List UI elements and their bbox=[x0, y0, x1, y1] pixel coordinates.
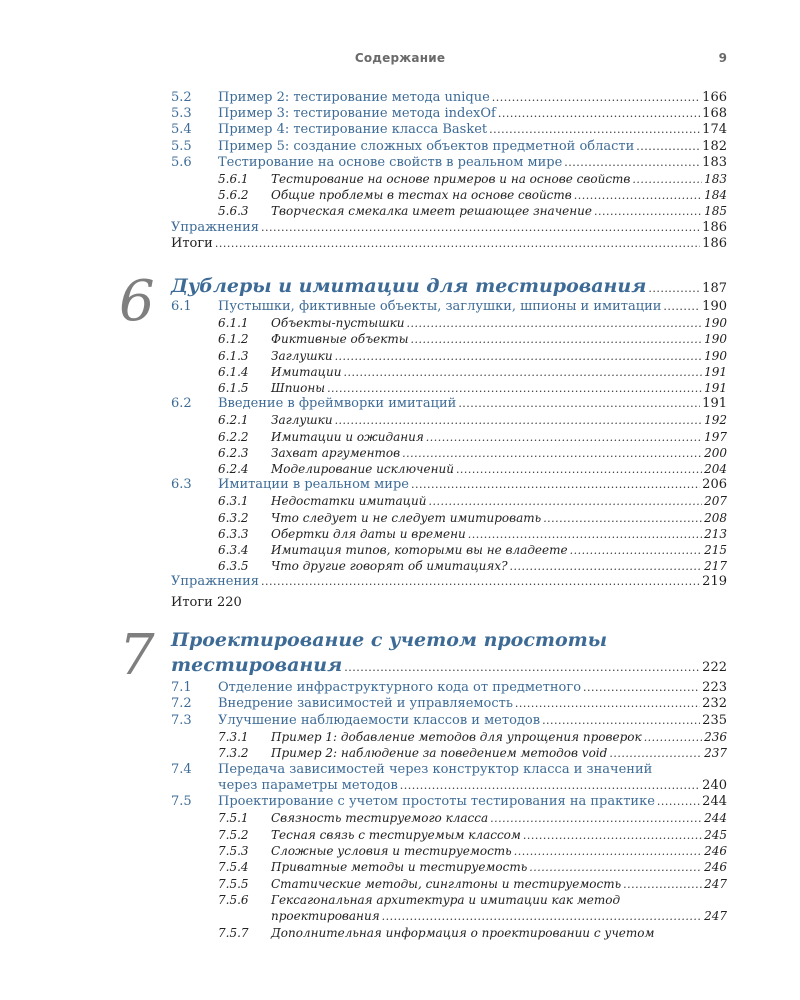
entry-title: Передача зависимостей через конструктор класса и значений bbox=[218, 762, 653, 777]
page-ref: 190 bbox=[704, 316, 727, 331]
page-ref: 190 bbox=[702, 299, 727, 314]
page-ref: 191 bbox=[702, 396, 727, 412]
dot-leader bbox=[402, 446, 702, 462]
toc-subentry[interactable] bbox=[218, 187, 727, 203]
entry-number: 5.2 bbox=[171, 90, 192, 105]
entry-title: Пример 4: тестирование класса Basket bbox=[218, 122, 488, 138]
entry-title: Итоги 220 bbox=[171, 595, 242, 610]
toc-subentry[interactable] bbox=[218, 859, 727, 875]
toc-entry[interactable] bbox=[171, 713, 727, 729]
entry-title: Имитации в реальном мире bbox=[218, 477, 409, 493]
entry-number: 6.1.3 bbox=[218, 348, 249, 363]
chapter-title: Дублеры и имитации для тестирования bbox=[171, 275, 647, 297]
page-ref: 168 bbox=[702, 106, 727, 122]
toc-subentry[interactable] bbox=[218, 827, 727, 843]
dot-leader bbox=[406, 316, 702, 332]
entry-number: 5.6.3 bbox=[218, 204, 249, 219]
page-ref: 204 bbox=[704, 462, 727, 476]
dot-leader bbox=[489, 122, 700, 138]
toc-subentry[interactable] bbox=[218, 510, 727, 526]
dot-leader bbox=[636, 139, 700, 155]
page-ref: 237 bbox=[704, 746, 727, 761]
toc-entry[interactable] bbox=[171, 220, 727, 236]
dot-leader bbox=[594, 204, 702, 220]
chapter-7-heading[interactable] bbox=[171, 654, 727, 676]
entry-title: Моделирование исключений bbox=[271, 462, 454, 476]
toc-entry[interactable] bbox=[171, 90, 727, 106]
entry-number: 6.3.5 bbox=[218, 559, 249, 574]
dot-leader bbox=[429, 494, 703, 510]
entry-number: 7.5.2 bbox=[218, 827, 249, 842]
entry-number: 6.2.1 bbox=[218, 413, 249, 428]
page-ref: 244 bbox=[702, 794, 727, 809]
entry-number: 7.5.1 bbox=[218, 811, 249, 826]
entry-number: 6.1.2 bbox=[218, 332, 249, 347]
entry-number: 7.5.5 bbox=[218, 876, 249, 891]
page-ref: 183 bbox=[702, 154, 727, 170]
toc-entry-7-4-cont[interactable] bbox=[218, 778, 727, 794]
entry-number: 5.3 bbox=[171, 106, 192, 122]
toc-entry-7-5-7[interactable] bbox=[218, 925, 727, 941]
entry-number: 7.3.2 bbox=[218, 746, 249, 761]
toc-entry[interactable] bbox=[171, 696, 727, 712]
toc-entry[interactable] bbox=[171, 299, 727, 315]
entry-number: 7.5.4 bbox=[218, 860, 249, 875]
entry-title: Пустышки, фиктивные объекты, заглушки, шпионы и имитации bbox=[218, 299, 662, 314]
entry-title: Обертки для даты и времени bbox=[271, 526, 466, 541]
entry-title: Введение в фреймворки имитаций bbox=[218, 396, 457, 412]
toc-entry-7-5-6[interactable] bbox=[218, 892, 727, 908]
page-ref: 240 bbox=[702, 778, 727, 793]
toc-subentry[interactable] bbox=[218, 331, 727, 347]
dot-leader bbox=[492, 90, 700, 106]
dot-leader bbox=[648, 282, 700, 295]
dot-leader bbox=[458, 396, 700, 412]
entry-title: Упражнения bbox=[171, 574, 259, 590]
page-ref: 174 bbox=[702, 122, 727, 138]
dot-leader bbox=[564, 155, 700, 171]
toc-subentry[interactable] bbox=[218, 542, 727, 558]
toc-subentry[interactable] bbox=[218, 745, 727, 761]
toc-subentry[interactable] bbox=[218, 412, 727, 428]
toc-entry[interactable] bbox=[171, 794, 727, 810]
entry-title: Отделение инфраструктурного кода от предметного bbox=[218, 680, 582, 695]
page-ref: 183 bbox=[704, 172, 727, 186]
entry-title: Недостатки имитаций bbox=[271, 494, 427, 509]
entry-title: Заглушки bbox=[271, 413, 333, 428]
entry-title: Заглушки bbox=[271, 348, 333, 363]
page-ref: 235 bbox=[702, 712, 727, 728]
page-ref: 246 bbox=[704, 843, 727, 858]
toc-subentry[interactable] bbox=[218, 203, 727, 219]
entry-number: 6.3.2 bbox=[218, 510, 249, 525]
entry-number: 6.1.5 bbox=[218, 381, 249, 395]
entry-number: 7.2 bbox=[171, 696, 192, 712]
entry-number: 7.5.7 bbox=[218, 926, 249, 940]
page-ref: 206 bbox=[702, 477, 727, 493]
entry-title-cont: проектирования bbox=[271, 909, 380, 923]
entry-title: Проектирование с учетом простоты тестирования на практике bbox=[218, 794, 655, 809]
toc-subentry[interactable] bbox=[218, 729, 727, 745]
entry-number: 7.4 bbox=[171, 762, 192, 777]
toc-entry[interactable] bbox=[171, 122, 727, 138]
toc-subentry[interactable] bbox=[218, 445, 727, 461]
toc-subentry[interactable] bbox=[218, 526, 727, 542]
entry-title: Общие проблемы в тестах на основе свойств bbox=[271, 188, 572, 203]
entry-number: 6.2.4 bbox=[218, 462, 249, 476]
entry-number: 7.1 bbox=[171, 680, 192, 695]
entry-number: 6.1 bbox=[171, 299, 192, 314]
running-title: Содержание bbox=[354, 51, 446, 65]
entry-title: Что другие говорят об имитациях? bbox=[271, 559, 508, 574]
entry-title: Пример 2: наблюдение за поведением методов void bbox=[271, 746, 608, 761]
chapter-title-line2: тестирования bbox=[171, 654, 343, 676]
dot-leader bbox=[335, 349, 703, 365]
entry-title: Итоги bbox=[171, 235, 213, 251]
toc-subentry[interactable] bbox=[218, 380, 727, 396]
dot-leader bbox=[215, 236, 700, 252]
entry-number: 5.6 bbox=[171, 154, 192, 170]
dot-leader bbox=[261, 574, 700, 590]
entry-number: 7.5.6 bbox=[218, 893, 249, 907]
dot-leader bbox=[632, 172, 702, 188]
entry-number: 7.3.1 bbox=[218, 729, 249, 744]
entry-number: 5.6.2 bbox=[218, 188, 249, 203]
dot-leader bbox=[344, 661, 700, 674]
dot-leader bbox=[426, 430, 702, 446]
dot-leader bbox=[344, 365, 703, 381]
page-ref: 217 bbox=[704, 559, 727, 574]
toc-entry[interactable] bbox=[171, 396, 727, 412]
page-ref: 215 bbox=[704, 543, 727, 557]
page-ref: 192 bbox=[704, 413, 727, 428]
dot-leader bbox=[609, 746, 702, 762]
toc-entry[interactable] bbox=[171, 574, 727, 590]
dot-leader bbox=[663, 299, 700, 315]
toc-entry-summary[interactable] bbox=[171, 595, 727, 611]
dot-leader bbox=[570, 543, 702, 559]
chapter-7-title-line1[interactable]: Проектирование с учетом простоты bbox=[171, 629, 608, 651]
chapter-7-number: 7 bbox=[119, 623, 155, 688]
dot-leader bbox=[335, 413, 703, 429]
dot-leader bbox=[529, 860, 702, 876]
entry-title: Объекты-пустышки bbox=[271, 316, 405, 331]
dot-leader bbox=[514, 844, 702, 860]
entry-title: Шпионы bbox=[271, 381, 326, 395]
toc-entry[interactable] bbox=[171, 236, 727, 252]
dot-leader bbox=[498, 106, 700, 122]
page-number: 9 bbox=[718, 51, 727, 65]
toc-subentry[interactable] bbox=[218, 558, 727, 574]
entry-title: Творческая смекалка имеет решающее значение bbox=[271, 204, 593, 219]
entry-number: 7.5.3 bbox=[218, 843, 249, 858]
toc-subentry[interactable] bbox=[218, 315, 727, 331]
dot-leader bbox=[510, 559, 703, 575]
dot-leader bbox=[411, 332, 703, 348]
page-ref: 208 bbox=[704, 510, 727, 525]
entry-title: Улучшение наблюдаемости классов и методов bbox=[218, 712, 541, 728]
entry-title: Имитации bbox=[271, 364, 342, 379]
page-ref: 223 bbox=[702, 680, 727, 695]
dot-leader bbox=[583, 680, 700, 696]
toc-entry[interactable] bbox=[171, 139, 727, 155]
entry-title: Связность тестируемого класса bbox=[271, 811, 489, 826]
page-ref: 247 bbox=[704, 876, 727, 891]
entry-title: Пример 3: тестирование метода indexOf bbox=[218, 106, 496, 122]
dot-leader bbox=[644, 730, 702, 746]
toc-subentry[interactable] bbox=[218, 876, 727, 892]
page-ref: 219 bbox=[702, 574, 727, 590]
page-ref: 186 bbox=[702, 235, 727, 251]
toc-subentry[interactable] bbox=[218, 429, 727, 445]
entry-number: 6.2 bbox=[171, 396, 192, 412]
dot-leader bbox=[543, 511, 702, 527]
page-header bbox=[0, 49, 800, 67]
page-ref: 184 bbox=[704, 188, 727, 203]
dot-leader bbox=[411, 477, 700, 493]
entry-title: Внедрение зависимостей и управляемость bbox=[218, 696, 513, 712]
entry-title: Что следует и не следует имитировать bbox=[271, 510, 542, 525]
page-ref: 222 bbox=[702, 660, 727, 675]
entry-title: Приватные методы и тестируемость bbox=[271, 860, 528, 875]
page-ref: 182 bbox=[702, 138, 727, 154]
entry-number: 5.4 bbox=[171, 122, 192, 138]
page-ref: 245 bbox=[704, 827, 727, 842]
entry-title: Имитация типов, которыми вы не владеете bbox=[271, 543, 568, 557]
toc-entry[interactable] bbox=[171, 106, 727, 122]
entry-title: Упражнения bbox=[171, 219, 259, 235]
toc-entry-7-5-6-cont[interactable] bbox=[271, 908, 727, 924]
toc-subentry[interactable] bbox=[218, 493, 727, 509]
entry-title: Пример 2: тестирование метода unique bbox=[218, 90, 490, 105]
entry-title: Имитации и ожидания bbox=[271, 429, 424, 444]
page-ref: 236 bbox=[704, 729, 727, 744]
entry-number: 6.2.3 bbox=[218, 445, 249, 460]
page-ref: 187 bbox=[702, 281, 727, 296]
toc-entry[interactable] bbox=[171, 477, 727, 493]
toc-subentry[interactable] bbox=[218, 843, 727, 859]
toc-subentry[interactable] bbox=[218, 364, 727, 380]
toc-entry-7-4[interactable] bbox=[171, 762, 727, 778]
entry-title: Пример 1: добавление методов для упрощения проверок bbox=[271, 729, 642, 744]
entry-number: 6.3.3 bbox=[218, 526, 249, 541]
toc-entry[interactable] bbox=[171, 155, 727, 171]
page-ref: 191 bbox=[704, 364, 727, 379]
dot-leader bbox=[490, 811, 702, 827]
page-ref: 185 bbox=[704, 204, 727, 219]
entry-title: Тестирование на основе свойств в реальном мире bbox=[218, 154, 563, 170]
dot-leader bbox=[574, 188, 702, 204]
entry-number: 6.2.2 bbox=[218, 429, 249, 444]
toc-subentry[interactable] bbox=[218, 461, 727, 477]
entry-title: Тестирование на основе примеров и на основе свойств bbox=[271, 172, 631, 186]
dot-leader bbox=[382, 909, 702, 925]
entry-title: Пример 5: создание сложных объектов предметной области bbox=[218, 138, 635, 154]
entry-number: 7.5 bbox=[171, 794, 192, 809]
dot-leader bbox=[261, 220, 700, 236]
entry-number: 6.1.1 bbox=[218, 316, 249, 331]
dot-leader bbox=[523, 828, 702, 844]
entry-number: 5.5 bbox=[171, 138, 192, 154]
dot-leader bbox=[327, 381, 702, 397]
dot-leader bbox=[623, 877, 702, 893]
entry-number: 6.1.4 bbox=[218, 364, 249, 379]
page-ref: 213 bbox=[704, 526, 727, 541]
page-ref: 190 bbox=[704, 348, 727, 363]
toc-subentry[interactable] bbox=[218, 348, 727, 364]
page-ref: 246 bbox=[704, 860, 727, 875]
entry-number: 6.3.4 bbox=[218, 543, 249, 557]
entry-title: Сложные условия и тестируемость bbox=[271, 843, 512, 858]
page-ref: 166 bbox=[702, 90, 727, 105]
chapter-6-number: 6 bbox=[119, 269, 155, 334]
entry-title: Захват аргументов bbox=[271, 445, 401, 460]
page-ref: 247 bbox=[704, 909, 727, 923]
entry-number: 6.3 bbox=[171, 477, 192, 493]
entry-number: 6.3.1 bbox=[218, 494, 249, 509]
dot-leader bbox=[468, 527, 702, 543]
dot-leader bbox=[400, 778, 700, 794]
page-ref: 207 bbox=[704, 494, 727, 509]
entry-title: Тесная связь с тестируемым классом bbox=[271, 827, 521, 842]
toc-entry[interactable] bbox=[171, 680, 727, 696]
page-ref: 190 bbox=[704, 332, 727, 347]
entry-title: Фиктивные объекты bbox=[271, 332, 409, 347]
entry-title: Дополнительная информация о проектировании с учетом bbox=[271, 926, 655, 940]
page-ref: 186 bbox=[702, 219, 727, 235]
page-ref: 191 bbox=[704, 381, 727, 395]
chapter-6-heading[interactable] bbox=[171, 275, 727, 297]
toc-subentry[interactable] bbox=[218, 810, 727, 826]
entry-title: Статические методы, синглтоны и тестируемость bbox=[271, 876, 622, 891]
dot-leader bbox=[515, 696, 700, 712]
dot-leader bbox=[542, 713, 700, 729]
page-ref: 197 bbox=[704, 429, 727, 444]
entry-title: Гексагональная архитектура и имитации как метод bbox=[271, 893, 621, 907]
dot-leader bbox=[456, 462, 702, 478]
page-ref: 244 bbox=[704, 811, 727, 826]
toc-subentry[interactable] bbox=[218, 171, 727, 187]
page-ref: 232 bbox=[702, 696, 727, 712]
entry-number: 7.3 bbox=[171, 712, 192, 728]
entry-title-cont: через параметры методов bbox=[218, 778, 398, 793]
page-ref: 200 bbox=[704, 445, 727, 460]
dot-leader bbox=[657, 794, 700, 810]
entry-number: 5.6.1 bbox=[218, 172, 249, 186]
